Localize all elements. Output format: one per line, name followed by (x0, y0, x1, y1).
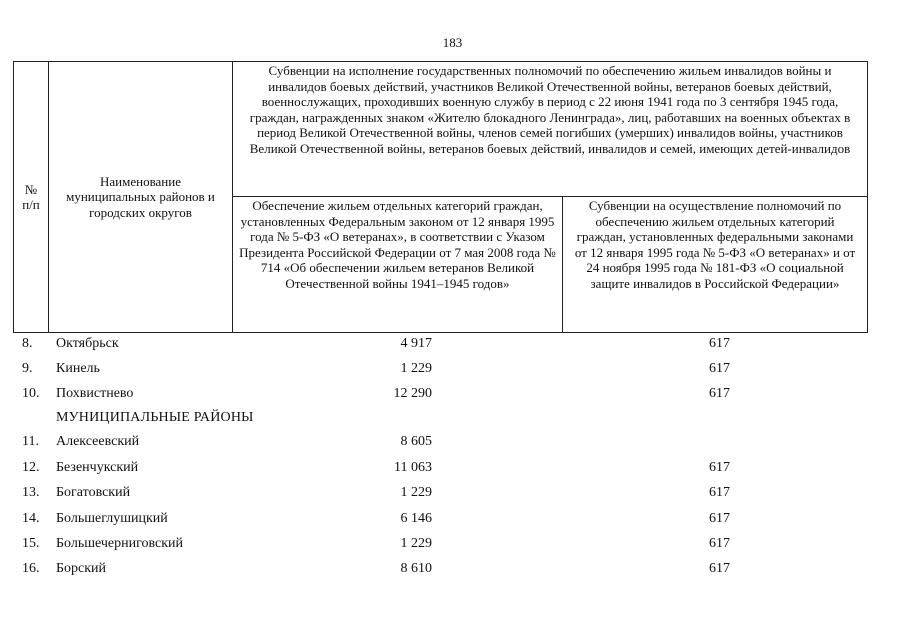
header-subcolumn-veterans-label: Обеспечение жильем отдельных категорий граждан, установленных Федеральным законом от 12 января 1995 года № 5-ФЗ «О ветеранах», в соответствии с Указом Президента Российской Федерации от 7 мая 2008 года № 714 «Об обеспечении жильем ветеранов Великой Отечественной войны 1941–1945 годов» (239, 198, 556, 291)
row-name: Безенчукский (56, 460, 139, 475)
row-name: Борский (56, 561, 107, 576)
row-value-disabled: 617 (709, 536, 730, 551)
row-value-veterans: 4 917 (400, 336, 432, 351)
row-name: Кинель (56, 361, 100, 376)
row-number: 15. (22, 536, 40, 551)
row-name: Октябрьск (56, 336, 119, 351)
header-name-label: Наименование муниципальных районов и городских округов (66, 173, 215, 220)
page-number: 183 (442, 35, 463, 50)
row-value-disabled: 617 (709, 361, 730, 376)
row-value-disabled: 617 (709, 561, 730, 576)
row-number: 8. (22, 336, 33, 351)
row-number: 12. (22, 460, 40, 475)
row-value-disabled: 617 (709, 386, 730, 401)
row-value-veterans: 11 063 (394, 460, 432, 475)
row-value-veterans: 1 229 (400, 485, 432, 500)
row-value-veterans: 8 610 (400, 561, 432, 576)
table-row (0, 482, 905, 504)
row-value-veterans: 1 229 (400, 361, 432, 376)
row-value-veterans: 12 290 (393, 386, 432, 401)
row-number: 14. (22, 511, 40, 526)
row-name: Похвистнево (56, 386, 134, 401)
table-row (0, 333, 905, 355)
table-row (0, 358, 905, 380)
header-subcolumn-disabled (562, 196, 868, 333)
section-heading: МУНИЦИПАЛЬНЫЕ РАЙОНЫ (56, 410, 254, 425)
header-subvention-main-label: Субвенции на исполнение государственных полномочий по обеспечению жильем инвалидов войны и инвалидов боевых действий, участников Великой Отечественной войны, ветеранов боевых действий, военнослужащих, проходивших военную службу в период с 22 июня 1941 года по 3 сентября 1945 года, граждан, награжденных знаком «Жителю блокадного Ленинграда», лиц, работавших на военных объектах в период Великой Отечественной войны, членов семей погибших (умерших) инвалидов войны, участников Великой Отечественной войны, ветеранов боевых действий, инвалидов и семей, имеющих детей-инвалидов (249, 63, 851, 156)
table-row (0, 457, 905, 479)
row-value-disabled: 617 (709, 511, 730, 526)
row-value-veterans: 8 605 (400, 434, 432, 449)
row-number: 9. (22, 361, 33, 376)
header-subcolumn-veterans (232, 196, 563, 333)
row-value-veterans: 1 229 (400, 536, 432, 551)
row-number: 10. (22, 386, 40, 401)
row-name: Большечерниговский (56, 536, 184, 551)
table-row (0, 533, 905, 555)
table-row (0, 508, 905, 530)
row-name: Алексеевский (56, 434, 140, 449)
header-number-label: № п/п (22, 181, 40, 212)
header-name-column (48, 61, 233, 333)
header-subvention-main (232, 61, 868, 197)
row-name: Большеглушицкий (56, 511, 168, 526)
header-subcolumn-disabled-label: Субвенции на осуществление полномочий по обеспечению жильем отдельных категорий граждан, установленных федеральными законами от 12 января 1995 года № 5-ФЗ «О ветеранах» и от 24 ноября 1995 года № 181-ФЗ «О социальной защите инвалидов в Российской Федерации» (574, 198, 856, 291)
table-row (0, 383, 905, 405)
row-value-disabled: 617 (709, 485, 730, 500)
row-name: Богатовский (56, 485, 131, 500)
row-value-veterans: 6 146 (400, 511, 432, 526)
row-number: 13. (22, 485, 40, 500)
row-value-disabled: 617 (709, 336, 730, 351)
header-number-column (13, 61, 49, 333)
table-row (0, 431, 905, 453)
row-value-disabled: 617 (709, 460, 730, 475)
row-number: 16. (22, 561, 40, 576)
table-row (0, 558, 905, 580)
row-number: 11. (22, 434, 39, 449)
